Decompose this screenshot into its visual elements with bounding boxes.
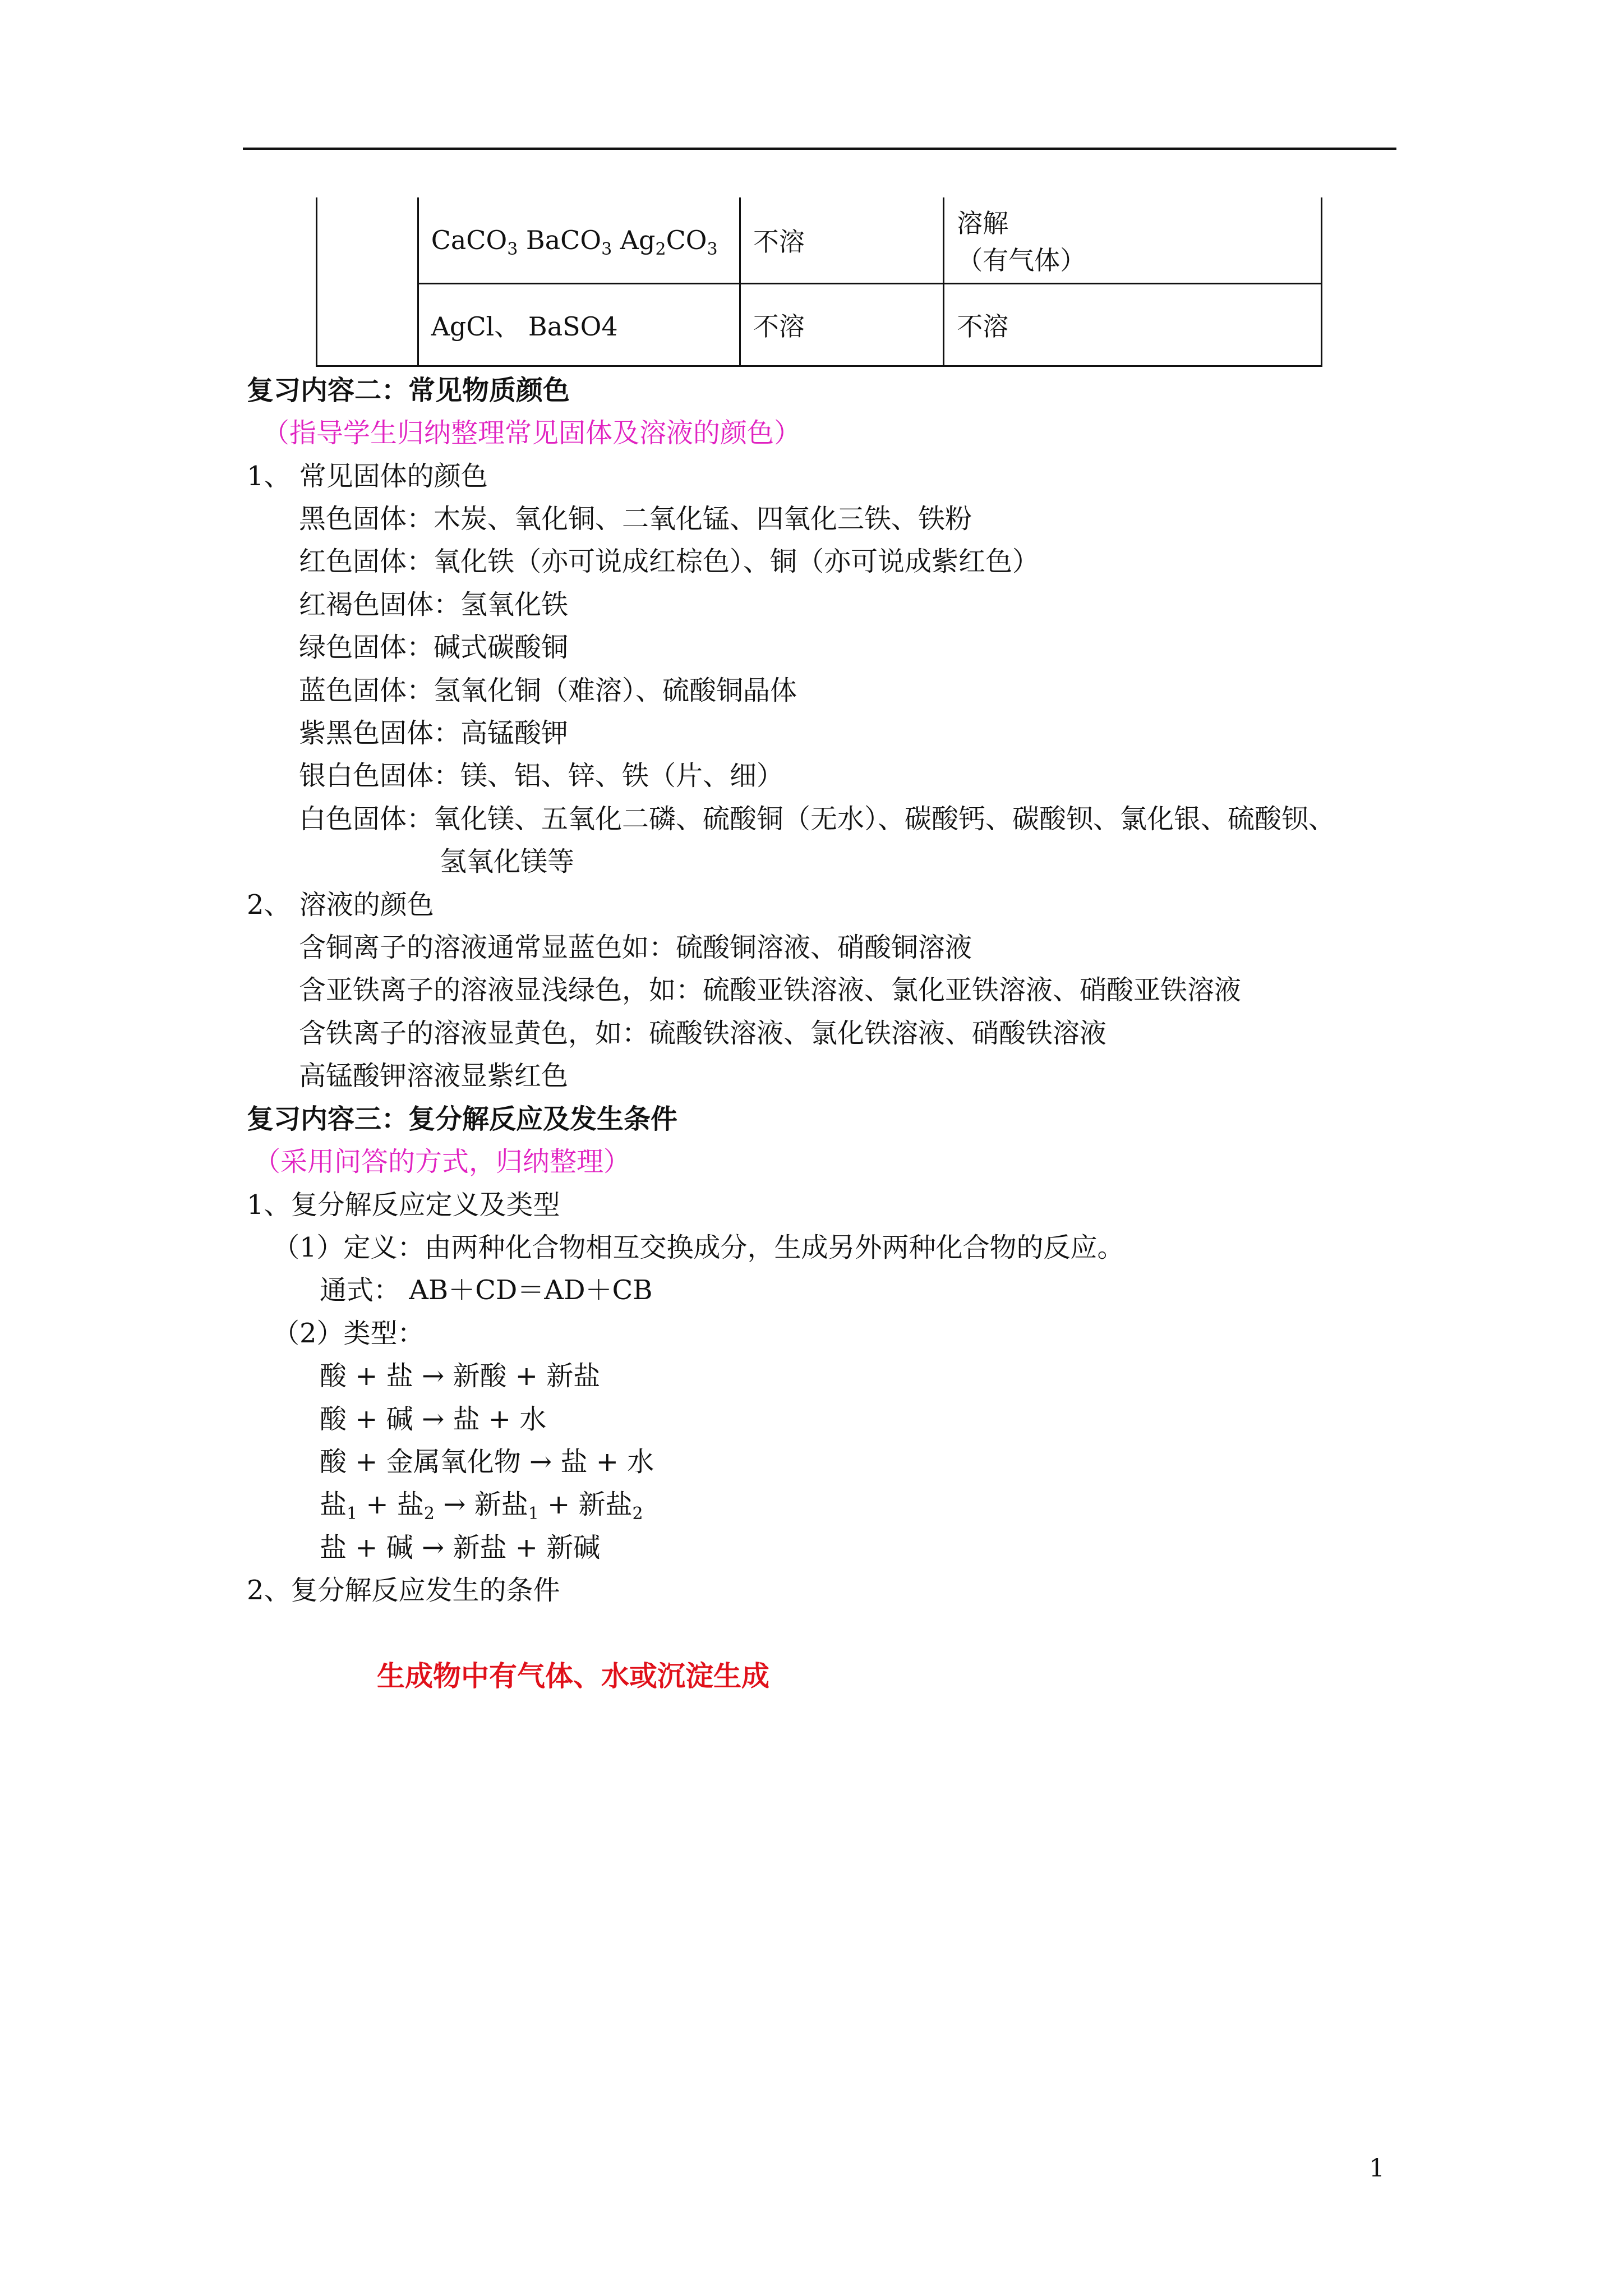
table-acid-cell	[944, 197, 1322, 284]
table-acid-line: 溶解	[957, 208, 1009, 238]
solid-color-line: 红色固体：氧化铁（亦可说成红棕色）、铜（亦可说成紫红色）	[299, 546, 1040, 577]
solid-color-line: 黑色固体：木炭、氧化铜、二氧化锰、四氧化三铁、铁粉	[299, 503, 972, 535]
section3-sub1-title: 1、复分解反应定义及类型	[247, 1189, 560, 1221]
header-rule	[243, 148, 1396, 150]
solid-color-line: 紫黑色固体：高锰酸钾	[299, 717, 569, 749]
table-acid-line: （有气体）	[957, 245, 1086, 275]
solution-color-line: 含亚铁离子的溶液显浅绿色，如：硫酸亚铁溶液、氯化亚铁溶液、硝酸亚铁溶液	[299, 974, 1242, 1006]
reaction-type: 酸 + 碱 → 盐 + 水	[320, 1404, 547, 1435]
reaction-condition: 生成物中有气体、水或沉淀生成	[377, 1659, 769, 1692]
solution-color-line: 高锰酸钾溶液显紫红色	[299, 1060, 569, 1092]
solid-color-line: 蓝色固体：氢氧化铜（难溶）、硫酸铜晶体	[299, 675, 797, 706]
solubility-table	[316, 197, 1322, 367]
table-water-cell: 不溶	[740, 197, 943, 284]
types-title: （2）类型：	[273, 1318, 425, 1349]
table-row	[317, 284, 1322, 366]
section2-sub2-title: 2、 溶液的颜色	[247, 889, 434, 921]
table-row	[317, 197, 1322, 284]
table-formula-cell: AgCl、 BaSO4	[418, 284, 740, 366]
solid-color-continuation: 氢氧化镁等	[440, 846, 575, 877]
table-acid-cell: 不溶	[944, 284, 1322, 366]
table-formula-cell: CaCO$_3$ BaCO$_3$ $Ag_2CO_3$	[418, 197, 740, 284]
solid-color-line: 白色固体：氧化镁、五氧化二磷、硫酸铜（无水）、碳酸钙、碳酸钡、氯化银、硫酸钡、	[299, 803, 1336, 835]
definition-line: （1）定义：由两种化合物相互交换成分，生成另外两种化合物的反应。	[273, 1232, 1124, 1263]
reaction-type: 盐 + 碱 → 新盐 + 新碱	[320, 1532, 601, 1563]
reaction-type: 酸 + 金属氧化物 → 盐 + 水	[320, 1446, 654, 1478]
page-number: 1	[1369, 2154, 1385, 2183]
table-water-cell: 不溶	[740, 284, 943, 366]
section3-sub2-title: 2、复分解反应发生的条件	[247, 1575, 560, 1606]
solution-color-line: 含铜离子的溶液通常显蓝色如：硫酸铜溶液、硝酸铜溶液	[299, 932, 972, 963]
section2-note: （指导学生归纳整理常见固体及溶液的颜色）	[262, 417, 801, 449]
reaction-type: 盐$_1$ + 盐$_2$ → 新盐$_1$ + 新盐$_2$	[320, 1489, 643, 1524]
reaction-type: 酸 + 盐 → 新酸 + 新盐	[320, 1360, 601, 1392]
section2-heading: 复习内容二：常见物质颜色	[247, 375, 570, 406]
solid-color-line: 红褐色固体：氢氧化铁	[299, 589, 569, 620]
section3-heading: 复习内容三：复分解反应及发生条件	[247, 1103, 678, 1135]
solid-color-line: 银白色固体：镁、铝、锌、铁（片、细）	[299, 760, 784, 792]
general-formula: 通式： AB＋CD＝AD＋CB	[320, 1274, 653, 1306]
solid-color-line: 绿色固体：碱式碳酸铜	[299, 632, 569, 663]
section2-sub1-title: 1、 常见固体的颜色	[247, 461, 488, 492]
solution-color-line: 含铁离子的溶液显黄色，如：硫酸铁溶液、氯化铁溶液、硝酸铁溶液	[299, 1018, 1107, 1049]
section3-note: （采用问答的方式，归纳整理）	[253, 1146, 631, 1177]
table-category-cell	[317, 197, 418, 366]
